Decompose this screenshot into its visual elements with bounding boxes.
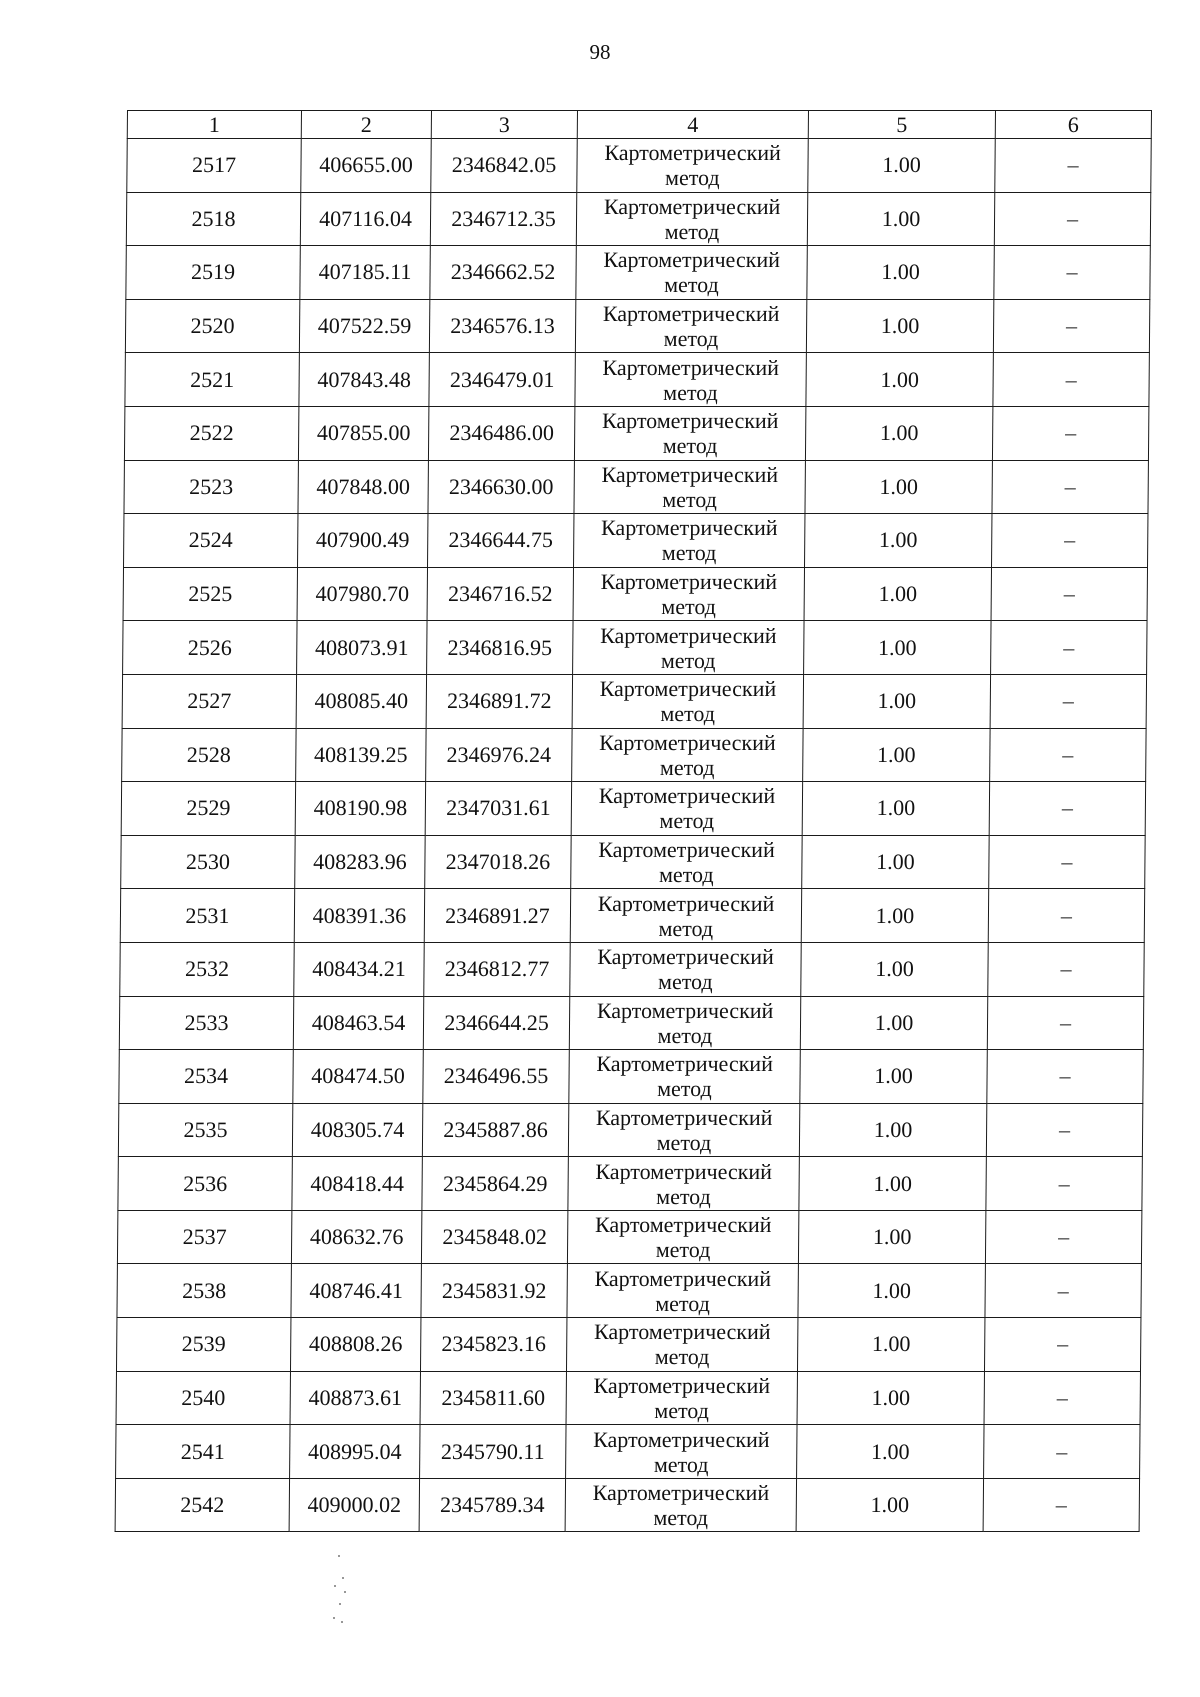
header-col-6: 6: [995, 111, 1151, 139]
table-row: [121, 835, 1145, 889]
header-col-2: 2: [301, 111, 431, 139]
cell-method: Картометрический метод: [575, 299, 806, 353]
cell-accuracy: 1.00: [806, 299, 993, 353]
cell-y-coordinate: 2345887.86: [422, 1103, 568, 1157]
cell-description: –: [983, 1478, 1139, 1532]
cell-x-coordinate: 408139.25: [296, 728, 426, 782]
cell-y-coordinate: 2346630.00: [428, 460, 574, 514]
header-col-5: 5: [808, 111, 995, 139]
cell-x-coordinate: 408305.74: [292, 1103, 422, 1157]
table-row: [121, 782, 1145, 836]
cell-description: –: [993, 299, 1149, 353]
cell-point-number: 2531: [120, 889, 294, 943]
cell-description: –: [985, 1210, 1141, 1264]
cell-method: Картометрический метод: [568, 1103, 799, 1157]
cell-description: –: [987, 1050, 1143, 1104]
cell-accuracy: 1.00: [804, 567, 991, 621]
cell-description: –: [984, 1318, 1140, 1372]
cell-description: –: [991, 567, 1147, 621]
cell-point-number: 2521: [125, 353, 299, 407]
cell-point-number: 2517: [127, 139, 301, 193]
cell-method: Картометрический метод: [570, 889, 801, 943]
cell-y-coordinate: 2345831.92: [421, 1264, 567, 1318]
table-row: [123, 567, 1147, 621]
cell-description: –: [984, 1371, 1140, 1425]
cell-method: Картометрический метод: [574, 460, 805, 514]
cell-point-number: 2519: [126, 246, 300, 300]
cell-y-coordinate: 2346891.72: [426, 674, 572, 728]
cell-x-coordinate: 407843.48: [299, 353, 429, 407]
table-row: [126, 246, 1150, 300]
table-row: [122, 674, 1146, 728]
table-row: [115, 1478, 1139, 1532]
cell-description: –: [991, 621, 1147, 675]
cell-description: –: [992, 514, 1148, 568]
cell-method: Картометрический метод: [569, 1050, 800, 1104]
table-row: [124, 406, 1148, 460]
cell-y-coordinate: 2345811.60: [420, 1371, 566, 1425]
cell-accuracy: 1.00: [798, 1264, 985, 1318]
cell-y-coordinate: 2345848.02: [421, 1210, 567, 1264]
cell-accuracy: 1.00: [807, 192, 994, 246]
cell-x-coordinate: 408808.26: [290, 1318, 420, 1372]
header-row: [127, 111, 1151, 139]
header-col-1: 1: [127, 111, 301, 139]
table-header: [127, 111, 1151, 139]
cell-point-number: 2518: [126, 192, 300, 246]
coordinates-table: [115, 110, 1152, 1532]
cell-point-number: 2535: [118, 1103, 292, 1157]
cell-description: –: [988, 942, 1144, 996]
cell-y-coordinate: 2346842.05: [431, 139, 577, 193]
table-row: [117, 1210, 1141, 1264]
cell-accuracy: 1.00: [803, 674, 990, 728]
cell-description: –: [984, 1425, 1140, 1479]
cell-y-coordinate: 2345864.29: [422, 1157, 568, 1211]
table-row: [123, 621, 1147, 675]
cell-method: Картометрический метод: [576, 192, 807, 246]
cell-x-coordinate: 408474.50: [293, 1050, 423, 1104]
table-row: [127, 139, 1151, 193]
table-row: [117, 1264, 1141, 1318]
cell-point-number: 2528: [122, 728, 296, 782]
cell-x-coordinate: 409000.02: [289, 1478, 419, 1532]
table-row: [126, 192, 1150, 246]
cell-y-coordinate: 2346644.25: [423, 996, 569, 1050]
page-number: 98: [589, 40, 611, 64]
cell-y-coordinate: 2346816.95: [427, 621, 573, 675]
cell-accuracy: 1.00: [807, 246, 994, 300]
cell-point-number: 2532: [120, 942, 294, 996]
cell-x-coordinate: 408073.91: [297, 621, 427, 675]
cell-accuracy: 1.00: [799, 1103, 986, 1157]
table-body: [115, 139, 1151, 1532]
cell-method: Картометрический метод: [574, 406, 805, 460]
cell-accuracy: 1.00: [801, 889, 988, 943]
cell-x-coordinate: 408283.96: [295, 835, 425, 889]
cell-method: Картометрический метод: [567, 1210, 798, 1264]
cell-accuracy: 1.00: [797, 1425, 984, 1479]
cell-point-number: 2541: [116, 1425, 290, 1479]
cell-method: Картометрический метод: [566, 1318, 797, 1372]
cell-accuracy: 1.00: [796, 1478, 983, 1532]
cell-x-coordinate: 408391.36: [294, 889, 424, 943]
cell-description: –: [988, 889, 1144, 943]
cell-point-number: 2526: [123, 621, 297, 675]
cell-y-coordinate: 2347031.61: [425, 782, 571, 836]
cell-description: –: [994, 246, 1150, 300]
cell-method: Картометрический метод: [567, 1264, 798, 1318]
cell-point-number: 2533: [119, 996, 293, 1050]
cell-description: –: [986, 1157, 1142, 1211]
cell-point-number: 2522: [124, 406, 298, 460]
cell-description: –: [989, 835, 1145, 889]
cell-point-number: 2534: [119, 1050, 293, 1104]
table-row: [119, 1050, 1143, 1104]
cell-y-coordinate: 2346496.55: [423, 1050, 569, 1104]
table-row: [125, 299, 1149, 353]
cell-description: –: [995, 139, 1151, 193]
table-row: [119, 996, 1143, 1050]
cell-description: –: [989, 782, 1145, 836]
cell-method: Картометрический метод: [576, 246, 807, 300]
cell-x-coordinate: 408085.40: [296, 674, 426, 728]
cell-x-coordinate: 408995.04: [290, 1425, 420, 1479]
cell-point-number: 2529: [121, 782, 295, 836]
cell-accuracy: 1.00: [802, 782, 989, 836]
cell-accuracy: 1.00: [805, 514, 992, 568]
cell-description: –: [990, 728, 1146, 782]
cell-accuracy: 1.00: [808, 139, 995, 193]
cell-x-coordinate: 407848.00: [298, 460, 428, 514]
cell-point-number: 2524: [124, 514, 298, 568]
cell-x-coordinate: 408190.98: [295, 782, 425, 836]
cell-accuracy: 1.00: [797, 1318, 984, 1372]
table-row: [120, 889, 1144, 943]
cell-y-coordinate: 2346812.77: [424, 942, 570, 996]
table-row: [120, 942, 1144, 996]
cell-accuracy: 1.00: [805, 460, 992, 514]
cell-y-coordinate: 2347018.26: [425, 835, 571, 889]
cell-point-number: 2525: [123, 567, 297, 621]
cell-x-coordinate: 407855.00: [298, 406, 428, 460]
table-row: [118, 1103, 1142, 1157]
cell-method: Картометрический метод: [565, 1478, 796, 1532]
cell-description: –: [986, 1103, 1142, 1157]
cell-y-coordinate: 2346662.52: [430, 246, 576, 300]
table-row: [124, 460, 1148, 514]
cell-description: –: [993, 353, 1149, 407]
cell-x-coordinate: 408434.21: [294, 942, 424, 996]
cell-y-coordinate: 2345823.16: [420, 1318, 566, 1372]
cell-y-coordinate: 2345789.34: [419, 1478, 565, 1532]
cell-y-coordinate: 2346644.75: [428, 514, 574, 568]
cell-accuracy: 1.00: [803, 728, 990, 782]
cell-method: Картометрический метод: [566, 1371, 797, 1425]
cell-method: Картометрический метод: [568, 1157, 799, 1211]
cell-method: Картометрический метод: [574, 514, 805, 568]
cell-x-coordinate: 407900.49: [298, 514, 428, 568]
table-row: [116, 1318, 1140, 1372]
cell-method: Картометрический метод: [571, 835, 802, 889]
cell-method: Картометрический метод: [569, 996, 800, 1050]
cell-x-coordinate: 407522.59: [299, 299, 429, 353]
cell-y-coordinate: 2345790.11: [420, 1425, 566, 1479]
cell-description: –: [987, 996, 1143, 1050]
header-col-3: 3: [431, 111, 577, 139]
cell-x-coordinate: 407980.70: [297, 567, 427, 621]
cell-x-coordinate: 408746.41: [291, 1264, 421, 1318]
cell-method: Картометрический метод: [575, 353, 806, 407]
cell-y-coordinate: 2346576.13: [429, 299, 575, 353]
cell-method: Картометрический метод: [566, 1425, 797, 1479]
cell-method: Картометрический метод: [573, 621, 804, 675]
cell-accuracy: 1.00: [798, 1210, 985, 1264]
cell-y-coordinate: 2346479.01: [429, 353, 575, 407]
cell-x-coordinate: 408873.61: [290, 1371, 420, 1425]
cell-x-coordinate: 407116.04: [300, 192, 430, 246]
cell-x-coordinate: 407185.11: [300, 246, 430, 300]
cell-method: Картометрический метод: [571, 782, 802, 836]
cell-y-coordinate: 2346976.24: [426, 728, 572, 782]
cell-x-coordinate: 406655.00: [301, 139, 431, 193]
cell-point-number: 2523: [124, 460, 298, 514]
table-row: [116, 1425, 1140, 1479]
cell-accuracy: 1.00: [801, 942, 988, 996]
cell-accuracy: 1.00: [804, 621, 991, 675]
cell-accuracy: 1.00: [800, 1050, 987, 1104]
table-row: [118, 1157, 1142, 1211]
cell-point-number: 2538: [117, 1264, 291, 1318]
cell-method: Картометрический метод: [573, 567, 804, 621]
cell-method: Картометрический метод: [577, 139, 808, 193]
cell-x-coordinate: 408463.54: [293, 996, 423, 1050]
cell-point-number: 2539: [116, 1318, 290, 1372]
cell-description: –: [992, 460, 1148, 514]
cell-method: Картометрический метод: [570, 942, 801, 996]
header-col-4: 4: [577, 111, 808, 139]
cell-point-number: 2542: [115, 1478, 289, 1532]
cell-accuracy: 1.00: [797, 1371, 984, 1425]
cell-point-number: 2536: [118, 1157, 292, 1211]
cell-description: –: [985, 1264, 1141, 1318]
cell-point-number: 2530: [121, 835, 295, 889]
cell-description: –: [990, 674, 1146, 728]
cell-y-coordinate: 2346712.35: [430, 192, 576, 246]
cell-method: Картометрический метод: [572, 728, 803, 782]
cell-point-number: 2540: [116, 1371, 290, 1425]
cell-point-number: 2520: [125, 299, 299, 353]
cell-description: –: [992, 406, 1148, 460]
cell-point-number: 2527: [122, 674, 296, 728]
cell-accuracy: 1.00: [800, 996, 987, 1050]
table-row: [116, 1371, 1140, 1425]
cell-description: –: [994, 192, 1150, 246]
cell-x-coordinate: 408418.44: [292, 1157, 422, 1211]
table-row: [122, 728, 1146, 782]
table-row: [125, 353, 1149, 407]
cell-accuracy: 1.00: [802, 835, 989, 889]
cell-accuracy: 1.00: [805, 406, 992, 460]
cell-y-coordinate: 2346716.52: [427, 567, 573, 621]
scan-specks: [330, 1555, 370, 1635]
cell-y-coordinate: 2346891.27: [424, 889, 570, 943]
cell-accuracy: 1.00: [799, 1157, 986, 1211]
cell-y-coordinate: 2346486.00: [428, 406, 574, 460]
cell-x-coordinate: 408632.76: [291, 1210, 421, 1264]
cell-point-number: 2537: [117, 1210, 291, 1264]
cell-method: Картометрический метод: [572, 674, 803, 728]
cell-accuracy: 1.00: [806, 353, 993, 407]
table-row: [124, 514, 1148, 568]
